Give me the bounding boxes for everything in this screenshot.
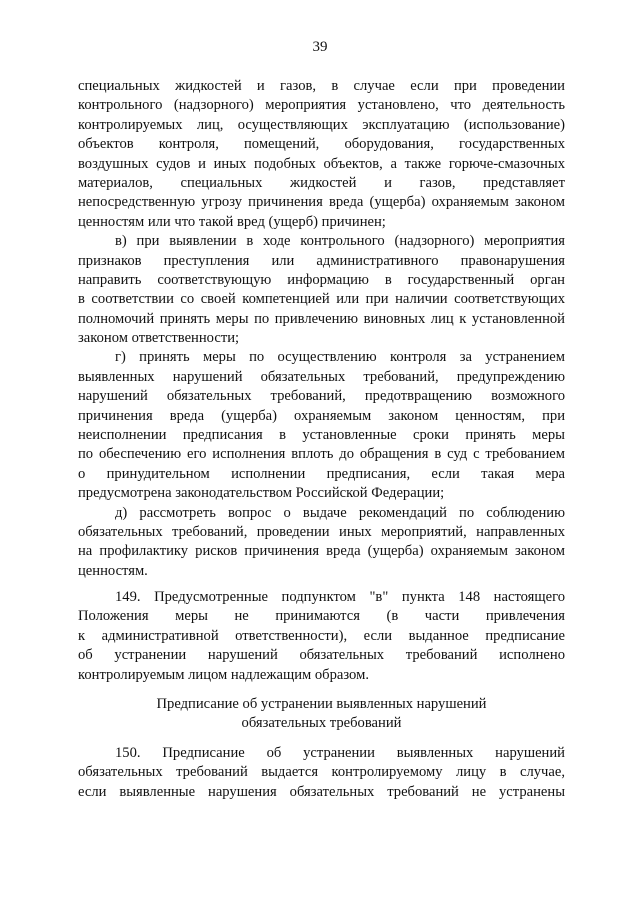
text-line: контролируемых лиц, осуществляющих эксплуатацию (использование) [78,116,565,133]
text-line: ценностям или что такой вред (ущерб) причинен; [78,213,386,230]
heading-line: обязательных требований [241,715,402,732]
text-line: выявленных нарушений обязательных требований, предупреждению [78,368,565,385]
text-line: обязательных требований, проведении иных мероприятий, направленных [78,523,565,540]
text-line: д) рассмотреть вопрос о выдаче рекомендаций по соблюдению [115,504,565,521]
text-line: об устранении нарушений обязательных требований исполнено [78,647,565,664]
text-line: объектов контроля, помещений, оборудования, государственных [78,136,565,153]
body-text-section-150 [78,744,565,802]
text-line: в соответствии со своей компетенцией или при наличии соответствующих [78,291,565,308]
text-line: если выявленные нарушения обязательных требований не устранены [78,783,565,800]
text-line: полномочий принять меры по привлечению виновных лиц к установленной [78,310,565,327]
text-line: нарушений обязательных требований, предотвращению возможного [78,388,565,405]
text-line: признаков преступления или административного правонарушения [78,252,565,269]
text-line: специальных жидкостей и газов, в случае если при проведении [78,78,565,94]
text-line: направить соответствующую информацию в государственный орган [78,271,565,288]
text-line: неисполнении предписания в установленные сроки принять меры [78,427,565,444]
heading-line: Предписание об устранении выявленных нарушений [156,696,487,712]
text-line: непосредственную угрозу причинения вреда (ущерба) охраняемым законом [78,194,565,211]
text-line: контролируемым лицом надлежащим образом. [78,666,369,683]
body-text-section-149 [78,588,565,685]
text-line: законом ответственности; [78,330,240,347]
text-line: воздушных судов и иных подобных объектов, а также горюче-смазочных [78,155,565,172]
text-line: Положения меры не принимаются (в части привлечения [78,608,565,625]
text-line: предусмотрена законодательством Российской Федерации; [78,485,445,502]
section-heading [78,695,565,734]
text-line: причинения вреда (ущерба) охраняемым законом ценностям, при [78,407,565,424]
text-line: г) принять меры по осуществлению контроля за устранением [115,349,565,366]
text-line: 150. Предписание об устранении выявленных нарушений [115,745,565,761]
text-line: о принудительном исполнении предписания, если такая мера [78,465,565,482]
text-line: в) при выявлении в ходе контрольного (надзорного) мероприятия [115,233,565,250]
text-line: ценностям. [78,562,148,579]
text-line: по обеспечению его исполнения вплоть до обращения в суд с требованием [78,446,565,463]
text-line: обязательных требований выдается контролируемому лицу в случае, [78,764,565,781]
text-line: материалов, специальных жидкостей и газов, представляет [78,174,565,191]
text-line: контрольного (надзорного) мероприятия установлено, что деятельность [78,97,565,114]
text-line: 149. Предусмотренные подпунктом "в" пункта 148 настоящего [115,589,565,605]
text-line: к административной ответственности), если выданное предписание [78,627,565,644]
page-number: 39 [312,39,328,55]
text-line: на профилактику рисков причинения вреда (ущерба) охраняемым законом [78,543,565,560]
body-text-section-148 [78,77,565,581]
